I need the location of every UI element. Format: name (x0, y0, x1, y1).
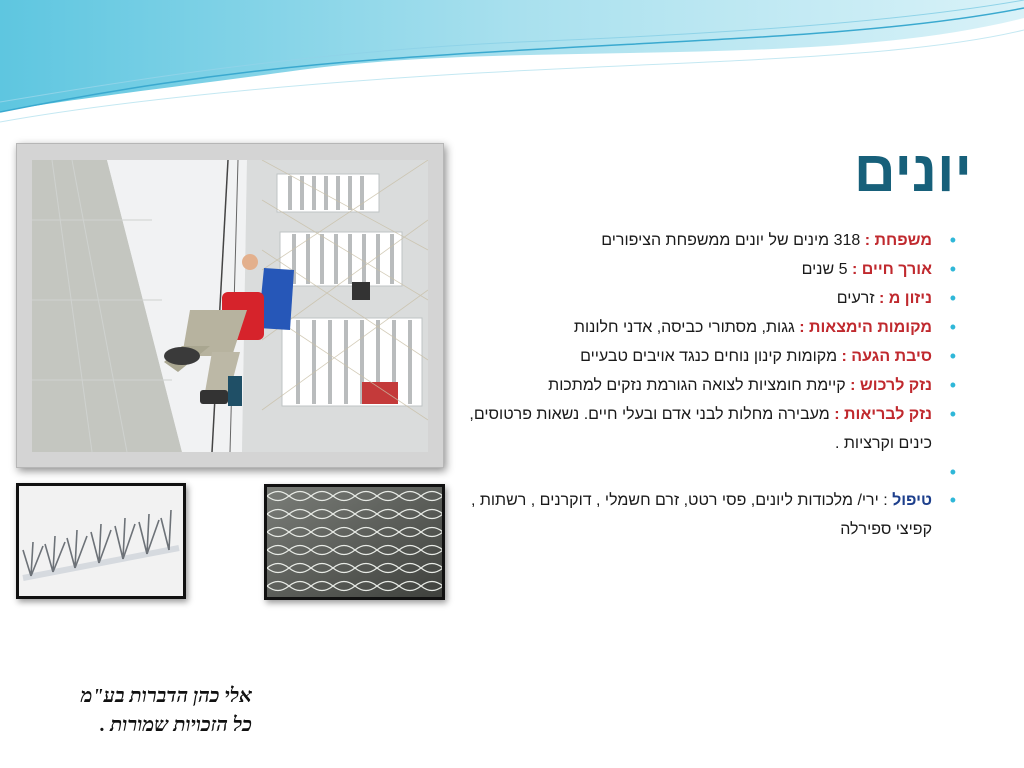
list-item-treatment (452, 486, 932, 544)
fact-term: נזק לרכוש : (850, 377, 932, 394)
list-item (452, 226, 932, 255)
list-item (452, 371, 932, 400)
fact-term: נזק לבריאות : (834, 406, 932, 423)
fact-text: מקומות קינון נוחים כנגד אויבים טבעיים (580, 348, 842, 365)
treatment-term: טיפול (892, 492, 932, 509)
list-item (452, 400, 932, 458)
treatment-text: : ירי/ מלכודות ליונים, פסי רטט, זרם חשמלי , דוקרנים , רשתות , קפיצי ספירלה (470, 492, 932, 538)
worker-photo (32, 160, 428, 452)
list-spacer (452, 458, 932, 486)
bird-spikes-photo (16, 483, 186, 599)
list-item (452, 342, 932, 371)
list-item (452, 313, 932, 342)
credit-rights: כל הזכויות שמורות . (100, 714, 252, 736)
fact-text: זרעים (836, 290, 879, 307)
fact-text: 318 מינים של יונים ממשפחת הציפורים (601, 232, 865, 249)
fact-list (452, 226, 932, 544)
worker-photo-frame (16, 143, 444, 468)
fact-text: קיימת חומציות לצואה הגורמת נזקים למתכות (548, 377, 851, 394)
fact-term: משפחת : (864, 232, 932, 249)
fact-text: גגות, מסתורי כביסה, אדני חלונות (573, 319, 800, 336)
copyright-credit (40, 682, 252, 740)
header-wave-decoration (0, 0, 1024, 130)
list-item (452, 255, 932, 284)
fact-term: אורך חיים : (852, 261, 932, 278)
list-item (452, 284, 932, 313)
bird-netting-image (267, 487, 442, 597)
rope-access-worker-image (32, 160, 428, 452)
fact-text: מעבירה מחלות לבני אדם ובעלי חיים. נשאות פרטוסים, כינים וקרציות . (469, 406, 932, 452)
fact-term: ניזון מ : (878, 290, 932, 307)
fact-text: 5 שנים (801, 261, 853, 278)
bird-netting-photo (264, 484, 445, 600)
fact-term: מקומות הימצאות : (799, 319, 932, 336)
slide-title: יונים (853, 139, 972, 204)
credit-company: אלי כהן הדברות בע"מ (80, 685, 252, 707)
fact-term: סיבת הגעה : (841, 348, 932, 365)
bird-spikes-image (19, 486, 183, 596)
